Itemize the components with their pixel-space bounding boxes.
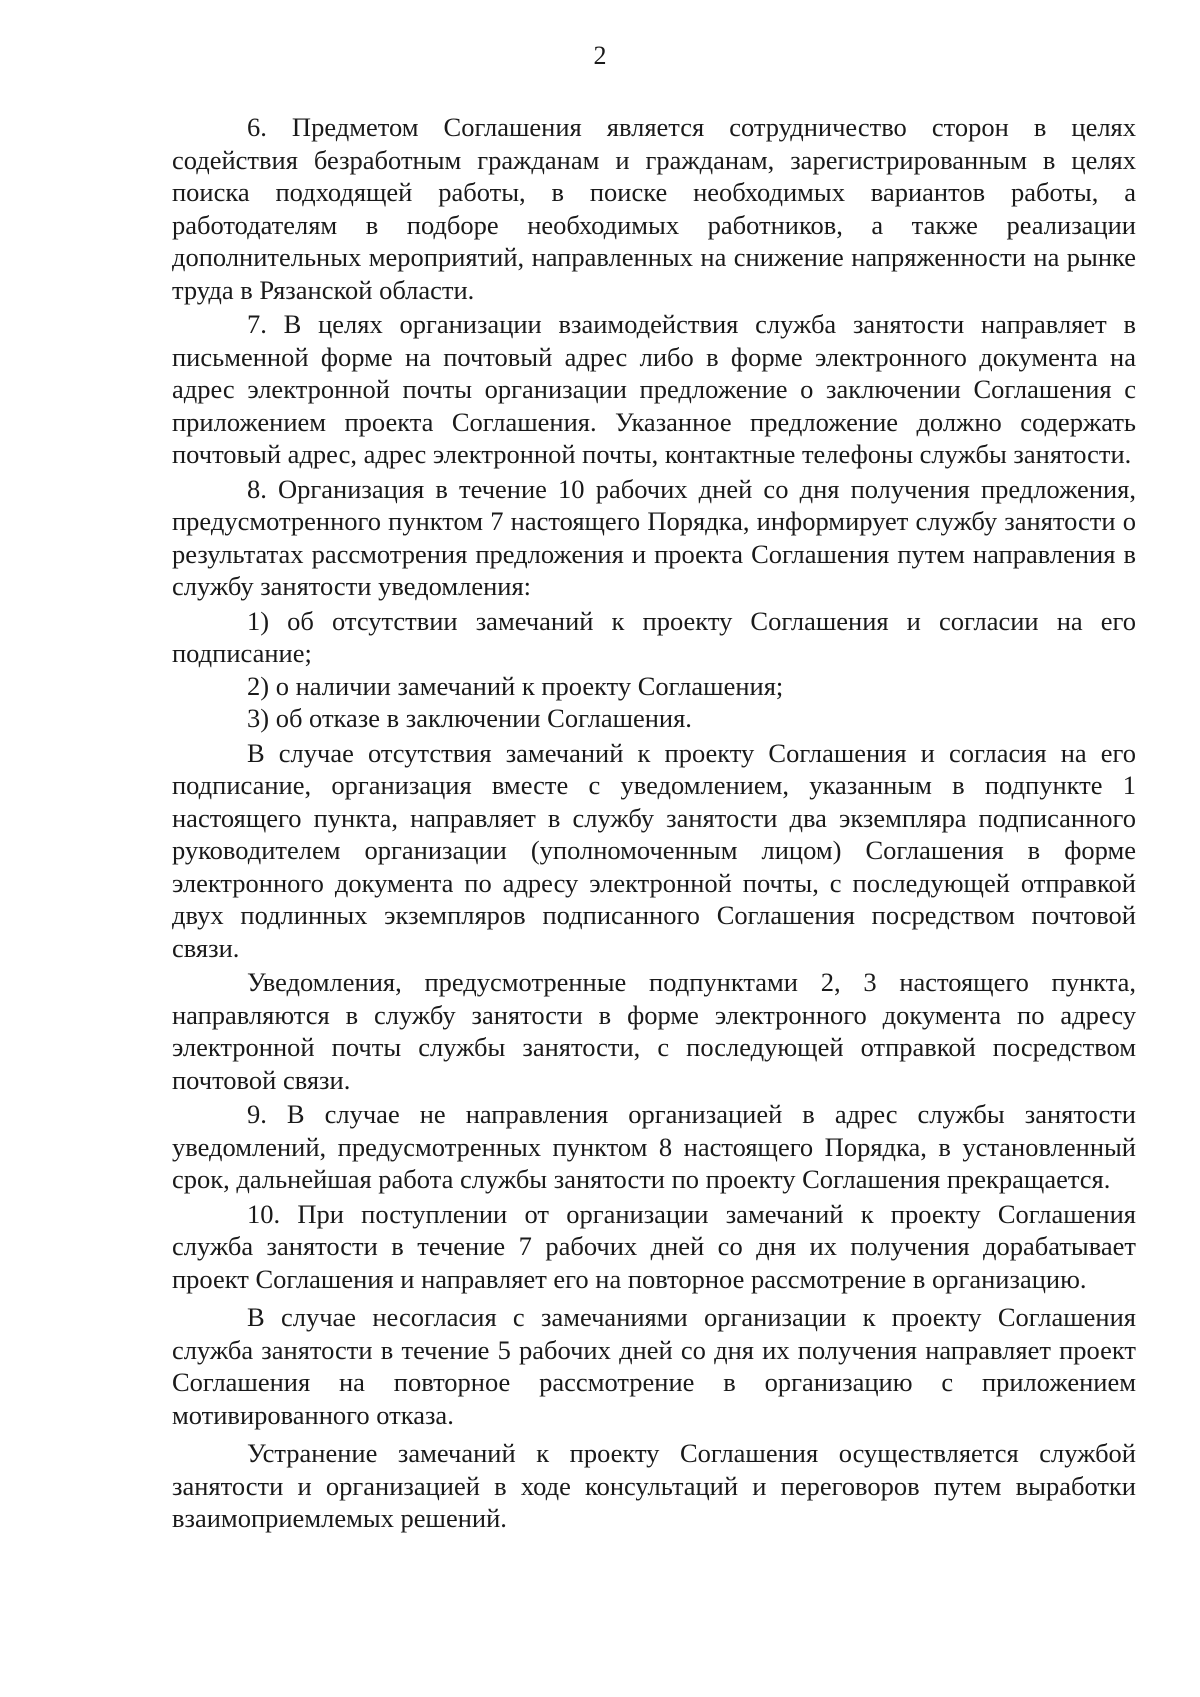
document-body [172,111,1136,1535]
paragraph-10: 10. При поступлении от организации замечаний к проекту Соглашения служба занятости в течение 7 рабочих дней со дня их получения дорабатывает проект Соглашения и направляет его на повторное рассмотрение в организацию. [172,1198,1136,1294]
paragraph-no-remarks: В случае отсутствия замечаний к проекту Соглашения и согласия на его подписание, организация вместе с уведомлением, указанным в подпункте 1 настоящего пункта, направляет в службу занятости два экземпляра подписанного руководителем организации (уполномоченным лицом) Соглашения в форме электронного документа по адресу электронной почты, с последующей отправкой двух подлинных экземпляров подписанного Соглашения посредством почтовой связи. [172,737,1136,963]
paragraph-disagreement: В случае несогласия с замечаниями организации к проекту Соглашения служба занятости в течение 5 рабочих дней со дня их получения направляет проект Соглашения на повторное рассмотрение в организацию с приложением мотивированного отказа. [172,1302,1136,1430]
page-number: 2 [593,41,607,70]
subitem-1: 1) об отсутствии замечаний к проекту Соглашения и согласии на его подписание; [172,605,1136,668]
paragraph-7: 7. В целях организации взаимодействия служба занятости направляет в письменной форме на почтовый адрес либо в форме электронного документа на адрес электронной почты организации предложение о заключении Соглашения с приложением проекта Соглашения. Указанное предложение должно содержать почтовый адрес, адрес электронной почты, контактные телефоны службы занятости. [172,309,1136,469]
subitem-2: 2) о наличии замечаний к проекту Соглашения; [247,670,784,701]
paragraph-6: 6. Предметом Соглашения является сотрудничество сторон в целях содействия безработным гражданам и гражданам, зарегистрированным в целях поиска подходящей работы, в поиске необходимых вариантов работы, а работодателям в подборе необходимых работников, а также реализации дополнительных мероприятий, направленных на снижение напряженности на рынке труда в Рязанской области. [172,112,1136,305]
paragraph-9: 9. В случае не направления организацией в адрес службы занятости уведомлений, предусмотренных пунктом 8 настоящего Порядка, в установленный срок, дальнейшая работа службы занятости по проекту Соглашения прекращается. [172,1099,1136,1194]
paragraph-notifications: Уведомления, предусмотренные подпунктами 2, 3 настоящего пункта, направляются в службу занятости в форме электронного документа по адресу электронной почты службы занятости, с последующей отправкой посредством почтовой связи. [172,967,1136,1095]
paragraph-8: 8. Организация в течение 10 рабочих дней со дня получения предложения, предусмотренного пунктом 7 настоящего Порядка, информирует службу занятости о результатах рассмотрения предложения и проекта Соглашения путем направления в службу занятости уведомления: [172,473,1136,601]
subitem-3: 3) об отказе в заключении Соглашения. [247,703,692,733]
paragraph-resolution: Устранение замечаний к проекту Соглашения осуществляется службой занятости и организацией в ходе консультаций и переговоров путем выработки взаимоприемлемых решений. [172,1438,1136,1533]
